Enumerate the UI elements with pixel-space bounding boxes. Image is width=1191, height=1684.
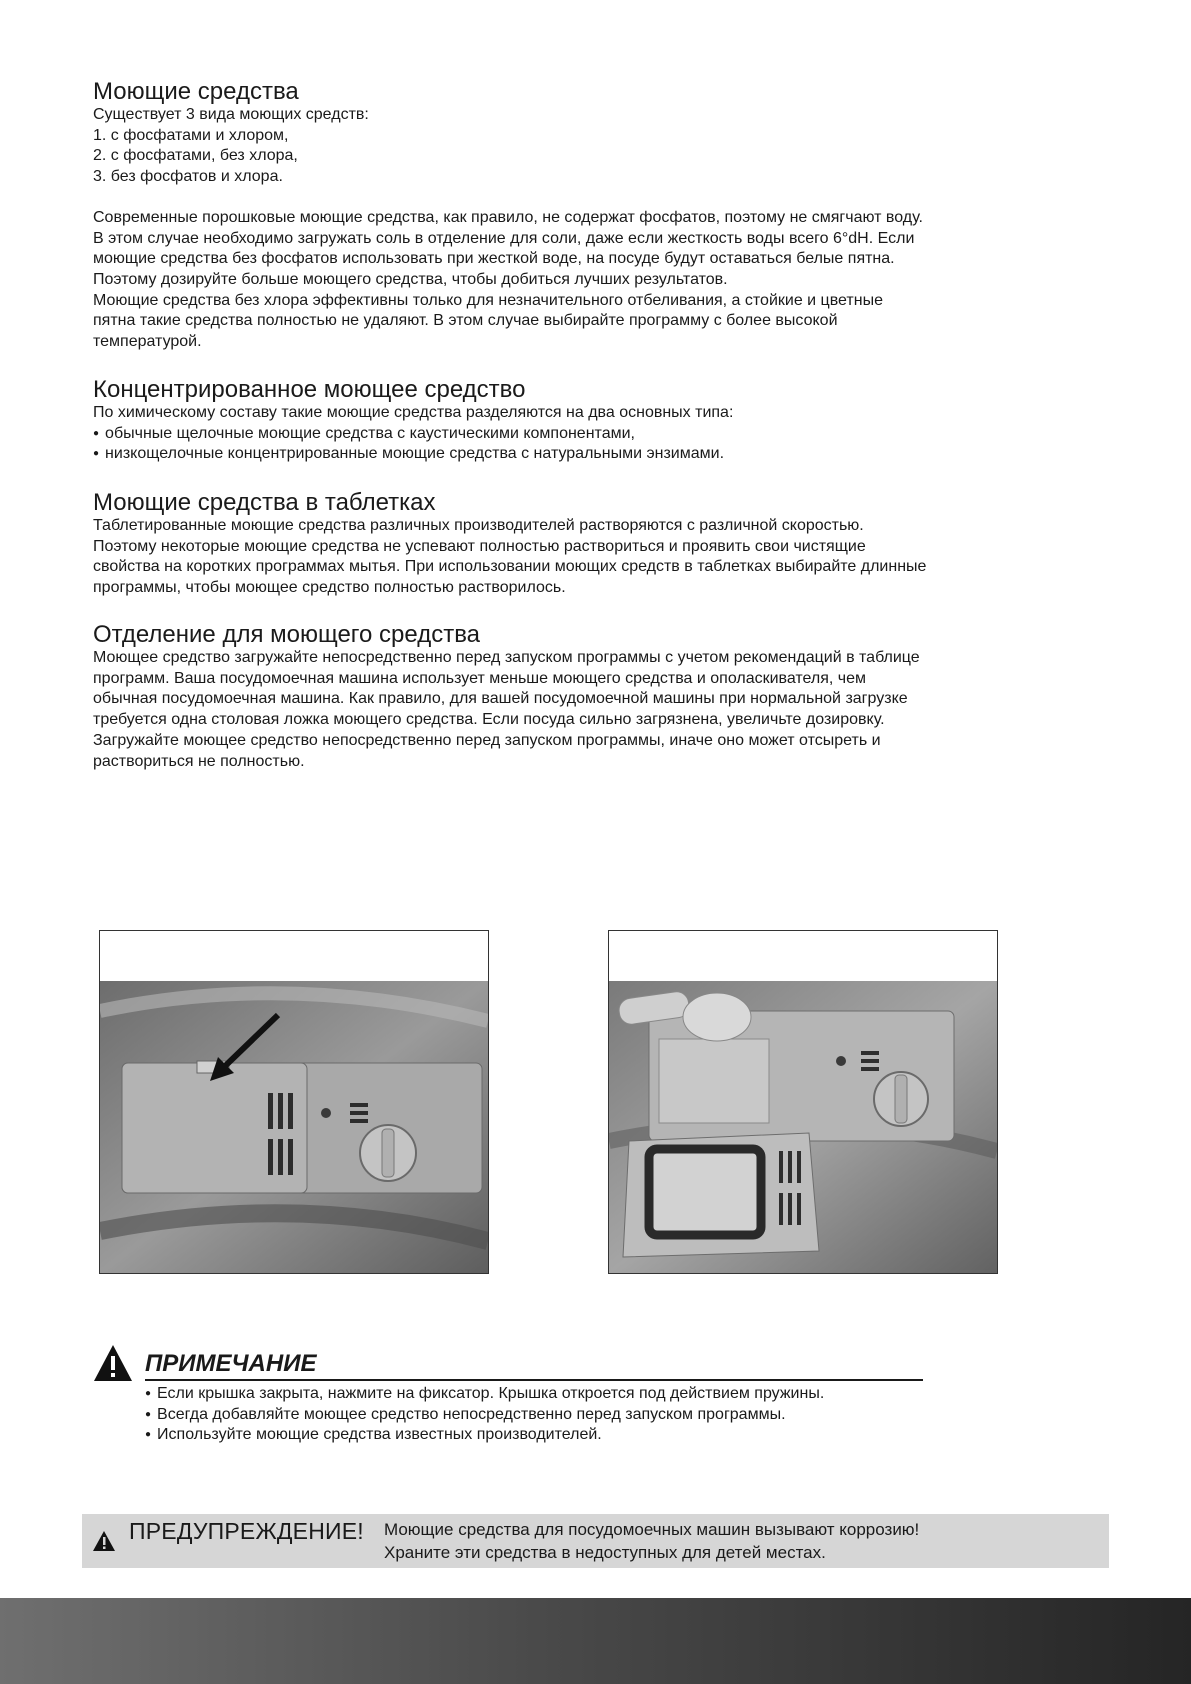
text-line: Существует 3 вида моющих средств:	[93, 106, 369, 123]
section-title: Моющие средства в таблетках	[93, 489, 436, 516]
text-line: Моющие средства без хлора эффективны только для незначительного отбеливания, а стойкие и цветные	[93, 291, 883, 309]
text-line: В этом случае необходимо загружать соль в отделение для соли, даже если жесткость воды всего 6°dH. Если	[93, 229, 915, 247]
note-title: ПРИМЕЧАНИЕ	[145, 1350, 317, 1377]
warning-line: Моющие средства для посудомоечных машин вызывают коррозию!	[384, 1520, 920, 1539]
section-detergents	[93, 78, 1043, 353]
dispenser-open-photo	[608, 930, 998, 1274]
text-line: 2. с фосфатами, без хлора,	[93, 147, 298, 165]
dispenser-closed-illustration	[100, 981, 488, 1273]
text-line: программ. Ваша посудомоечная машина использует меньше моющего средства и ополаскивателя, чем	[93, 669, 867, 687]
section-dispenser	[93, 621, 1043, 772]
text-line: температурой.	[93, 333, 202, 351]
text-line: программы, чтобы моющее средство полностью растворилось.	[93, 579, 566, 597]
warning-banner	[82, 1514, 1109, 1568]
note-item: ● Используйте моющие средства известных производителей.	[145, 1425, 923, 1446]
warning-triangle-icon	[92, 1530, 116, 1552]
note-divider	[145, 1379, 923, 1381]
section-title: Моющие средства	[93, 78, 299, 105]
text-line: Поэтому некоторые моющие средства не успевают полностью раствориться и проявить свои чистящие	[93, 537, 866, 555]
note-item: ● Если крышка закрыта, нажмите на фиксатор. Крышка откроется под действием пружины.	[145, 1384, 923, 1405]
section-tablets	[93, 489, 1043, 599]
text-line: По химическому составу такие моющие средства разделяются на два основных типа:	[93, 404, 734, 421]
bullet-item: ● низкощелочные концентрированные моющие средства с натуральными энзимами.	[93, 444, 1043, 465]
text-line: Таблетированные моющие средства различных производителей растворяются с различной скоростью.	[93, 517, 864, 534]
section-title: Отделение для моющего средства	[93, 621, 481, 648]
text-line: Современные порошковые моющие средства, как правило, не содержат фосфатов, поэтому не смягчают воду.	[93, 208, 923, 226]
dispenser-open-illustration	[609, 981, 997, 1273]
text-line: 1. с фосфатами и хлором,	[93, 126, 289, 144]
footer-bar	[0, 1598, 1191, 1684]
note-block	[93, 1350, 923, 1446]
warning-label: ПРЕДУПРЕЖДЕНИЕ!	[129, 1518, 364, 1544]
note-list	[145, 1384, 923, 1446]
bullet-item: ● обычные щелочные моющие средства с каустическими компонентами,	[93, 424, 1043, 445]
text-line: раствориться не полностью.	[93, 752, 305, 770]
text-line: пятна такие средства полностью не удаляют. В этом случае выбирайте программу с более высокой	[93, 312, 838, 330]
dispenser-closed-photo	[99, 930, 489, 1274]
text-line: 3. без фосфатов и хлора.	[93, 168, 283, 186]
section-concentrated	[93, 376, 1043, 465]
text-line: моющие средства без фосфатов использовать при жесткой воде, на посуде будут оставаться белые пятна.	[93, 250, 895, 268]
warning-line: Храните эти средства в недоступных для детей местах.	[384, 1543, 826, 1562]
text-line: требуется одна столовая ложка моющего средства. Если посуда сильно загрязнена, увеличьте дозировку.	[93, 711, 885, 729]
warning-triangle-icon	[93, 1344, 133, 1382]
text-line: Поэтому дозируйте больше моющего средства, чтобы добиться лучших результатов.	[93, 270, 728, 288]
text-line: свойства на коротких программах мытья. При использовании моющих средств в таблетках выбирайте длинные	[93, 558, 927, 576]
text-line: обычная посудомоечная машина. Как правило, для вашей посудомоечной машины при нормальной загрузке	[93, 690, 908, 708]
text-line: Загружайте моющее средство непосредственно перед запуском программы, иначе оно может отсыреть и	[93, 731, 881, 749]
warning-text	[384, 1518, 919, 1564]
section-title: Концентрированное моющее средство	[93, 376, 526, 403]
note-item: ● Всегда добавляйте моющее средство непосредственно перед запуском программы.	[145, 1405, 923, 1426]
text-line: Моющее средство загружайте непосредственно перед запуском программы с учетом рекомендаций в таблице	[93, 649, 920, 666]
